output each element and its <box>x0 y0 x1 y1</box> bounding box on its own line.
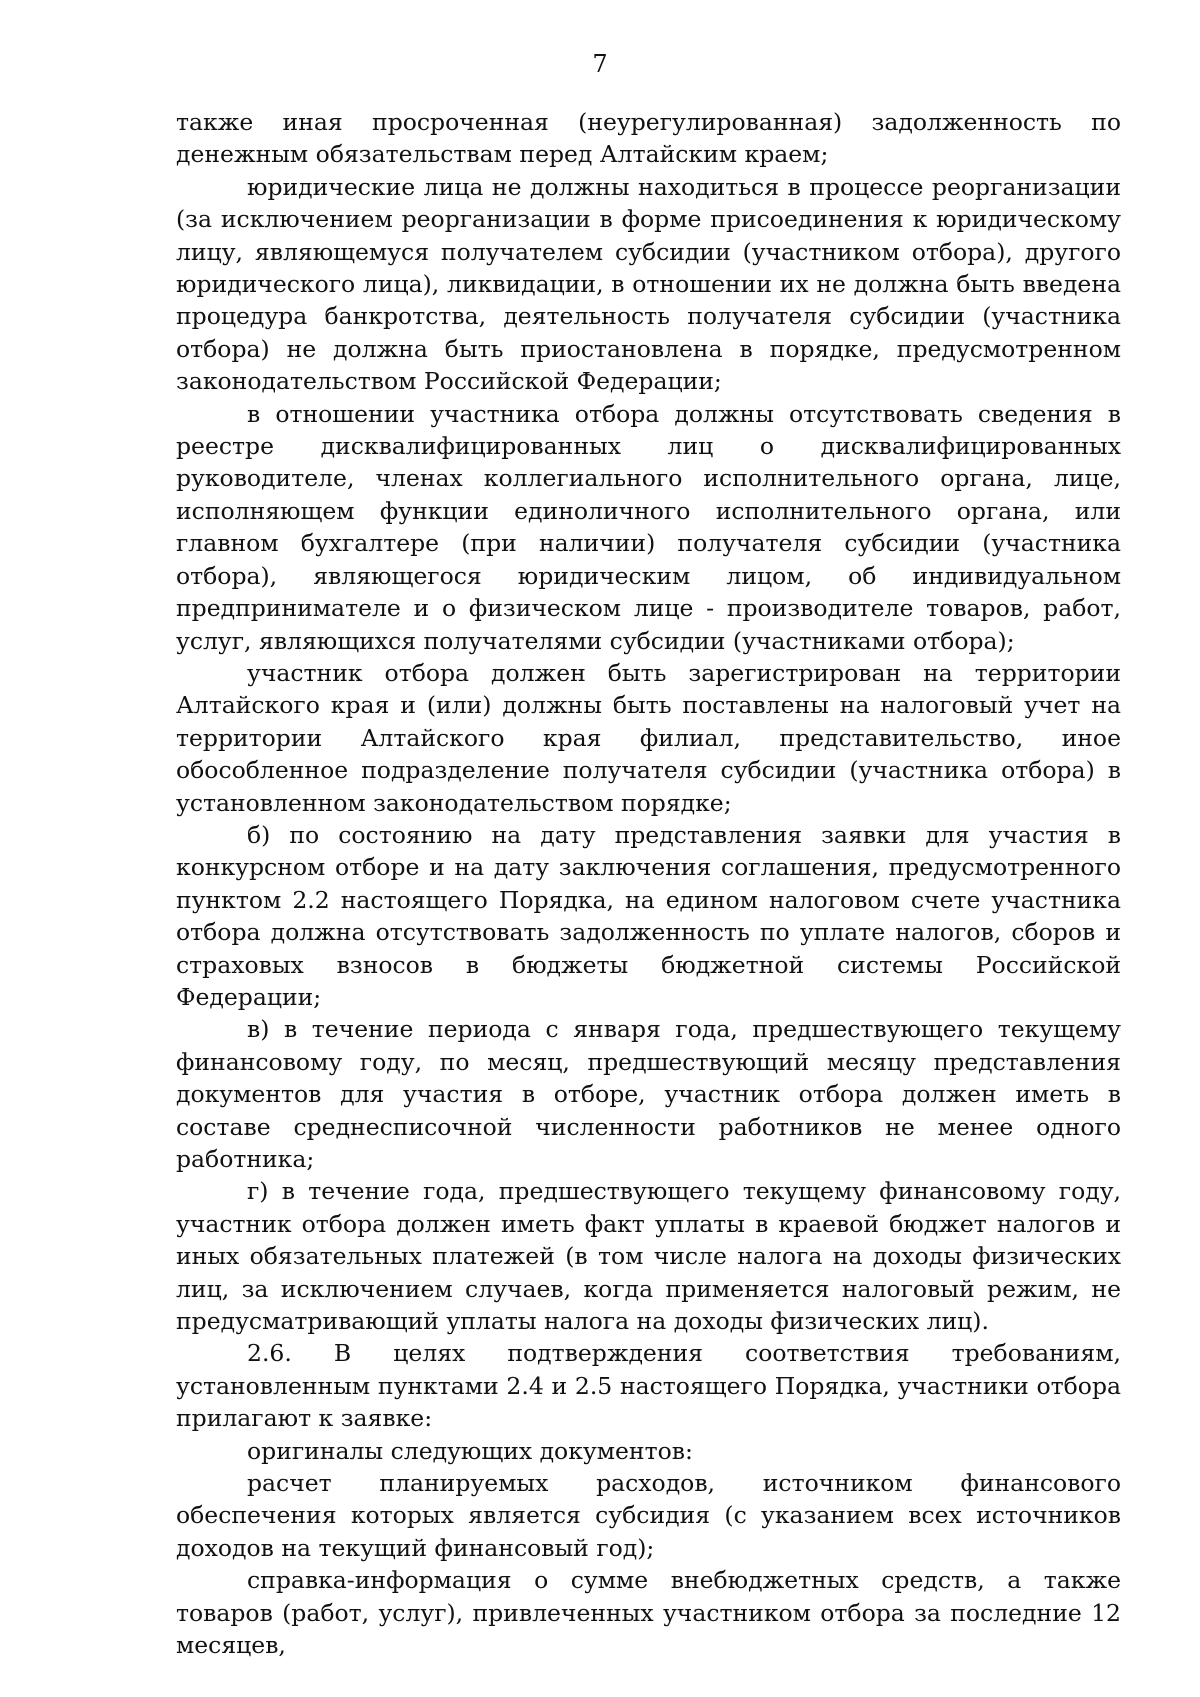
paragraph-extrabudgetary-info: справка-информация о сумме внебюджетных средств, а также товаров (работ, услуг), привлеченных участником отбора за последние 12 месяцев, <box>176 1566 1121 1660</box>
paragraph-section-2-6: 2.6. В целях подтверждения соответствия требованиям, установленным пунктами 2.4 и 2.5 настоящего Порядка, участники отбора прилагают к заявке: <box>176 1339 1121 1433</box>
paragraph-item-g: г) в течение года, предшествующего текущему финансовому году, участник отбора должен иметь факт уплаты в краевой бюджет налогов и иных обязательных платежей (в том числе налога на доходы физических лиц, за исключением случаев, когда применяется налоговый режим, не предусматривающий уплаты налога на доходы физических лиц). <box>176 1177 1121 1336</box>
paragraph-item-b: б) по состоянию на дату представления заявки для участия в конкурсном отборе и на дату заключения соглашения, предусмотренного пунктом 2.2 настоящего Порядка, на едином налоговом счете участника отбора должна отсутствовать задолженность по уплате налогов, сборов и страховых взносов в бюджеты бюджетной системы Российской Федерации; <box>176 820 1121 1011</box>
page-number: 7 <box>592 50 608 78</box>
paragraph-reorganization: юридические лица не должны находиться в процессе реорганизации (за исключением реорганизации в форме присоединения к юридическому лицу, являющемуся получателем субсидии (участником отбора), другого юридического лица), ликвидации, в отношении их не должна быть введена процедура банкротства, деятельность получателя субсидии (участника отбора) не должна быть приостановлена в порядке, предусмотренном законодательством Российской Федерации; <box>176 172 1121 396</box>
paragraph-item-v: в) в течение периода с января года, предшествующего текущему финансовому году, по месяц, предшествующий месяцу представления документов для участия в отборе, участник отбора должен иметь в составе среднесписочной численности работников не менее одного работника; <box>176 1015 1121 1173</box>
paragraph-expense-calculation: расчет планируемых расходов, источником финансового обеспечения которых является субсидия (с указанием всех источников доходов на текущий финансовый год); <box>176 1469 1121 1562</box>
document-body <box>176 106 1121 1662</box>
paragraph-disqualified-registry: в отношении участника отбора должны отсутствовать сведения в реестре дисквалифицированных лиц о дисквалифицированных руководителе, членах коллегиального исполнительного органа, лице, исполняющем функции единоличного исполнительного органа, или главном бухгалтере (при наличии) получателя субсидии (участника отбора), являющегося юридическим лицом, об индивидуальном предпринимателе и о физическом лице - производителе товаров, работ, услуг, являющихся получателями субсидии (участниками отбора); <box>176 399 1121 655</box>
paragraph-registration: участник отбора должен быть зарегистрирован на территории Алтайского края и (или) должны быть поставлены на налоговый учет на территории Алтайского края филиал, представительство, иное обособленное подразделение получателя субсидии (участника отбора) в установленном законодательством порядке; <box>176 658 1121 817</box>
paragraph-originals: оригиналы следующих документов: <box>247 1436 693 1465</box>
paragraph-debt-continuation: также иная просроченная (неурегулированная) задолженность по денежным обязательствам перед Алтайским краем; <box>176 108 1121 169</box>
